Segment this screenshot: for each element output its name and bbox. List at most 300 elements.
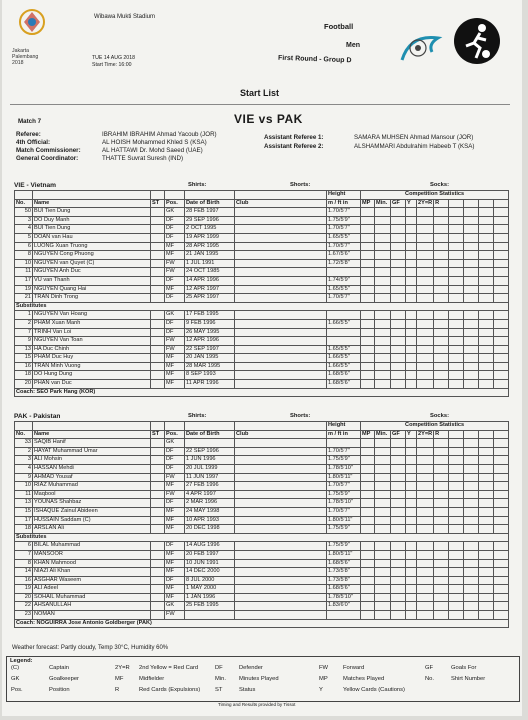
stat-cell — [479, 225, 494, 234]
stat-cell — [406, 380, 417, 389]
stat-cell — [361, 447, 375, 456]
date-of-birth: 1 JUL 1991 — [185, 259, 235, 268]
stat-cell — [406, 242, 417, 251]
stat-cell — [361, 294, 375, 303]
stat-cell — [449, 516, 464, 525]
column-header — [449, 199, 464, 208]
stat-cell — [464, 208, 479, 217]
stat-cell — [361, 233, 375, 242]
stat-cell — [464, 354, 479, 363]
position: MF — [165, 380, 185, 389]
assistant-1-label: Assistant Referee 1: — [264, 134, 324, 141]
position: DF — [165, 447, 185, 456]
stat-cell — [361, 568, 375, 577]
player-row — [15, 447, 509, 456]
stat-cell — [151, 268, 165, 277]
player-name: BILAL Muhammad — [33, 542, 151, 551]
stat-cell — [479, 490, 494, 499]
stat-cell — [449, 251, 464, 260]
height: 1.70/5'7" — [327, 208, 361, 217]
date-of-birth: 19 APR 1999 — [185, 233, 235, 242]
football-pictogram-icon — [452, 16, 502, 66]
stat-cell — [479, 516, 494, 525]
stat-cell — [417, 380, 434, 389]
stat-cell — [479, 233, 494, 242]
stat-cell — [235, 216, 327, 225]
height: 1.78/5'10" — [327, 499, 361, 508]
stat-cell — [417, 251, 434, 260]
player-row — [15, 208, 509, 217]
legend-meaning: 2nd Yellow = Red Card — [139, 665, 199, 671]
shirt-number: 33 — [15, 439, 33, 448]
height: 1.70/5'7" — [327, 242, 361, 251]
stat-cell — [406, 225, 417, 234]
stat-cell — [151, 464, 165, 473]
stat-cell — [391, 585, 406, 594]
stat-cell — [449, 311, 464, 320]
stat-cell — [479, 380, 494, 389]
stat-cell — [434, 499, 449, 508]
stat-cell — [494, 568, 509, 577]
stat-cell — [391, 482, 406, 491]
stat-cell — [494, 380, 509, 389]
height: 1.75/5'9" — [327, 456, 361, 465]
date-of-birth: 2 MAR 1996 — [185, 499, 235, 508]
height: 1.75/5'9" — [327, 542, 361, 551]
stat-cell — [361, 516, 375, 525]
stat-cell — [361, 251, 375, 260]
stat-cell — [494, 259, 509, 268]
stat-cell — [361, 328, 375, 337]
stat-cell — [417, 294, 434, 303]
stat-cell — [235, 499, 327, 508]
stat-cell — [464, 276, 479, 285]
stat-cell — [449, 490, 464, 499]
position: MF — [165, 593, 185, 602]
stat-cell — [464, 362, 479, 371]
shirt-number: 13 — [15, 499, 33, 508]
stat-cell — [391, 464, 406, 473]
player-row — [15, 259, 509, 268]
stat-cell — [479, 328, 494, 337]
stat-cell — [375, 380, 391, 389]
stat-cell — [375, 362, 391, 371]
divider — [10, 104, 510, 105]
stat-cell — [494, 285, 509, 294]
stat-cell — [449, 233, 464, 242]
stat-cell — [151, 542, 165, 551]
stat-cell — [479, 576, 494, 585]
stat-cell — [494, 482, 509, 491]
position: MF — [165, 585, 185, 594]
height: 1.70/5'7" — [327, 482, 361, 491]
stat-cell — [235, 285, 327, 294]
stat-cell — [151, 568, 165, 577]
stat-cell — [391, 439, 406, 448]
legend-abbr: Pos. — [11, 687, 23, 693]
stat-cell — [449, 268, 464, 277]
stat-cell — [391, 311, 406, 320]
stat-cell — [151, 490, 165, 499]
stat-cell — [479, 259, 494, 268]
stat-cell — [417, 354, 434, 363]
stat-cell — [417, 337, 434, 346]
column-header: Y — [406, 430, 417, 439]
player-row — [15, 559, 509, 568]
stat-cell — [375, 585, 391, 594]
stat-cell — [361, 559, 375, 568]
assistant-1-name: SAMARA MUHSEN Ahmad Mansour (JOR) — [354, 134, 474, 141]
stat-cell — [235, 464, 327, 473]
stat-cell — [417, 345, 434, 354]
position: MF — [165, 371, 185, 380]
date-of-birth: 24 MAY 1998 — [185, 507, 235, 516]
stat-cell — [434, 482, 449, 491]
height: 1.75/5'9" — [327, 490, 361, 499]
legend — [6, 656, 520, 702]
legend-abbr: GF — [425, 665, 434, 671]
player-name: HA Duc Chinh — [33, 345, 151, 354]
stat-cell — [417, 371, 434, 380]
stat-cell — [417, 362, 434, 371]
shirt-number: 8 — [15, 251, 33, 260]
player-name: YOUNAS Shahbaz — [33, 499, 151, 508]
stat-cell — [151, 585, 165, 594]
stat-cell — [417, 482, 434, 491]
shirt-number: 8 — [15, 559, 33, 568]
stat-cell — [391, 447, 406, 456]
player-row — [15, 585, 509, 594]
stat-cell — [494, 559, 509, 568]
stat-cell — [434, 285, 449, 294]
column-header: Date of Birth — [185, 430, 235, 439]
shirt-number: 6 — [15, 542, 33, 551]
stat-cell — [375, 208, 391, 217]
stat-cell — [434, 611, 449, 620]
stat-cell — [406, 602, 417, 611]
date-of-birth: 14 APR 1996 — [185, 276, 235, 285]
stat-cell — [417, 464, 434, 473]
column-header — [449, 430, 464, 439]
stat-cell — [391, 276, 406, 285]
stat-cell — [361, 499, 375, 508]
stat-cell — [434, 576, 449, 585]
player-name: NIAZI Ali Khan — [33, 568, 151, 577]
stat-cell — [434, 242, 449, 251]
header-cell — [235, 422, 327, 431]
position: DF — [165, 456, 185, 465]
stat-cell — [235, 294, 327, 303]
legend-meaning: Position — [49, 687, 70, 693]
stat-cell — [151, 456, 165, 465]
stat-cell — [151, 294, 165, 303]
player-name: PHAM Xuan Manh — [33, 319, 151, 328]
date-of-birth: 28 FEB 1997 — [185, 208, 235, 217]
stat-cell — [464, 285, 479, 294]
stat-cell — [434, 456, 449, 465]
stat-cell — [391, 602, 406, 611]
stat-cell — [449, 216, 464, 225]
position: MF — [165, 362, 185, 371]
commissioner-label: Match Commissioner: — [16, 147, 81, 154]
stat-cell — [417, 559, 434, 568]
stat-cell — [235, 259, 327, 268]
position: MF — [165, 251, 185, 260]
stat-cell — [391, 525, 406, 534]
shirt-number: 18 — [15, 525, 33, 534]
height — [327, 337, 361, 346]
stat-cell — [434, 516, 449, 525]
position: DF — [165, 499, 185, 508]
height: 1.68/5'6" — [327, 585, 361, 594]
shirt-number: 3 — [15, 216, 33, 225]
date-of-birth: 20 DEC 1998 — [185, 525, 235, 534]
shirt-number: 9 — [15, 337, 33, 346]
stat-cell — [151, 328, 165, 337]
stat-cell — [417, 276, 434, 285]
date-of-birth: 1 JUN 1996 — [185, 456, 235, 465]
legend-meaning: Status — [239, 687, 256, 693]
date-of-birth — [185, 611, 235, 620]
stat-cell — [494, 268, 509, 277]
shirt-number: 17 — [15, 516, 33, 525]
date-of-birth: 20 JAN 1995 — [185, 354, 235, 363]
stat-cell — [449, 362, 464, 371]
stat-cell — [464, 464, 479, 473]
column-header: Club — [235, 199, 327, 208]
stat-cell — [391, 242, 406, 251]
height: 1.66/5'5" — [327, 354, 361, 363]
stat-cell — [375, 611, 391, 620]
stat-cell — [479, 550, 494, 559]
stat-cell — [391, 345, 406, 354]
stat-cell — [417, 216, 434, 225]
stat-cell — [434, 311, 449, 320]
stat-cell — [235, 542, 327, 551]
date-of-birth: 1 JAN 1996 — [185, 593, 235, 602]
player-row — [15, 516, 509, 525]
player-name: DOAN van Hau — [33, 233, 151, 242]
substitutes-header: Substitutes — [15, 302, 509, 311]
fourth-official-name: AL HOISH Mohammed Khled S (KSA) — [102, 139, 207, 146]
stat-cell — [479, 439, 494, 448]
stat-cell — [434, 216, 449, 225]
stat-cell — [434, 439, 449, 448]
coach-name: Coach: NOGUIRRA Jose Antonio Goldberger (PAK) — [15, 619, 509, 628]
player-name: NGUYEN Cong Phuong — [33, 251, 151, 260]
stat-cell — [417, 550, 434, 559]
stat-cell — [479, 216, 494, 225]
stat-cell — [464, 499, 479, 508]
stat-cell — [464, 447, 479, 456]
date-of-birth: 20 FEB 1997 — [185, 550, 235, 559]
stat-cell — [375, 319, 391, 328]
stat-cell — [375, 251, 391, 260]
player-name: PHAN van Duc — [33, 380, 151, 389]
weather-forecast: Weather forecast: Partly cloudy, Temp 30°C, Humidity 60% — [12, 645, 169, 651]
stat-cell — [361, 311, 375, 320]
player-name: DO Duy Manh — [33, 216, 151, 225]
stat-cell — [235, 242, 327, 251]
stat-cell — [464, 585, 479, 594]
stat-cell — [151, 559, 165, 568]
stat-cell — [479, 585, 494, 594]
shirt-number: 11 — [15, 490, 33, 499]
stat-cell — [391, 294, 406, 303]
stat-cell — [361, 473, 375, 482]
stat-cell — [361, 490, 375, 499]
date-of-birth: 8 SEP 1993 — [185, 371, 235, 380]
stat-cell — [151, 439, 165, 448]
stat-cell — [479, 602, 494, 611]
player-row — [15, 456, 509, 465]
stat-cell — [417, 576, 434, 585]
column-header: 2Y=R — [417, 199, 434, 208]
player-row — [15, 482, 509, 491]
stat-cell — [449, 208, 464, 217]
stat-cell — [464, 345, 479, 354]
player-name: MANSOOR — [33, 550, 151, 559]
stat-cell — [449, 225, 464, 234]
stat-cell — [151, 362, 165, 371]
date-of-birth: 10 JUN 1991 — [185, 559, 235, 568]
stat-cell — [449, 611, 464, 620]
position: DF — [165, 542, 185, 551]
position: DF — [165, 319, 185, 328]
stat-cell — [375, 593, 391, 602]
column-header: MP — [361, 199, 375, 208]
height: 1.66/5'5" — [327, 319, 361, 328]
stat-cell — [391, 208, 406, 217]
stat-cell — [391, 233, 406, 242]
shirt-number: 9 — [15, 473, 33, 482]
player-name: TRAN Minh Vuong — [33, 362, 151, 371]
stat-cell — [449, 354, 464, 363]
stat-cell — [417, 490, 434, 499]
stat-cell — [406, 568, 417, 577]
stat-cell — [494, 233, 509, 242]
position: FW — [165, 337, 185, 346]
position: DF — [165, 225, 185, 234]
column-header: Min. — [375, 199, 391, 208]
stat-cell — [449, 439, 464, 448]
date-of-birth: 14 DEC 2000 — [185, 568, 235, 577]
stat-cell — [434, 507, 449, 516]
stat-cell — [449, 585, 464, 594]
match-number: Match 7 — [18, 118, 42, 125]
stat-cell — [479, 568, 494, 577]
stat-cell — [449, 456, 464, 465]
substitutes-header: Substitutes — [15, 533, 509, 542]
stat-cell — [235, 559, 327, 568]
stat-cell — [391, 473, 406, 482]
shirt-number: 15 — [15, 354, 33, 363]
stat-cell — [151, 337, 165, 346]
stat-cell — [375, 550, 391, 559]
stat-cell — [434, 208, 449, 217]
stat-cell — [235, 568, 327, 577]
legend-title: Legend: — [10, 658, 33, 664]
stat-cell — [434, 525, 449, 534]
stat-cell — [406, 251, 417, 260]
stat-cell — [375, 507, 391, 516]
header-cell — [185, 191, 235, 200]
player-row — [15, 507, 509, 516]
column-header: R — [434, 430, 449, 439]
date-of-birth: 27 FEB 1996 — [185, 482, 235, 491]
stat-cell — [434, 251, 449, 260]
stat-cell — [449, 602, 464, 611]
stat-cell — [406, 559, 417, 568]
stat-cell — [406, 473, 417, 482]
stat-cell — [375, 268, 391, 277]
stat-cell — [151, 507, 165, 516]
stat-cell — [434, 319, 449, 328]
position: DF — [165, 328, 185, 337]
match-date: TUE 14 AUG 2018 Start Time: 16:00 — [92, 55, 135, 68]
shirt-number: 17 — [15, 276, 33, 285]
stat-cell — [391, 576, 406, 585]
height: 1.65/5'5" — [327, 345, 361, 354]
stat-cell — [449, 294, 464, 303]
stat-cell — [494, 354, 509, 363]
stat-cell — [151, 345, 165, 354]
stat-cell — [235, 456, 327, 465]
stat-cell — [494, 345, 509, 354]
stat-cell — [406, 456, 417, 465]
stat-cell — [151, 354, 165, 363]
stat-cell — [464, 482, 479, 491]
stat-cell — [151, 311, 165, 320]
stat-cell — [449, 593, 464, 602]
stat-cell — [434, 559, 449, 568]
shirt-number: 14 — [15, 568, 33, 577]
stat-cell — [417, 233, 434, 242]
stat-cell — [464, 319, 479, 328]
shirt-number: 6 — [15, 242, 33, 251]
player-row — [15, 311, 509, 320]
stat-cell — [406, 525, 417, 534]
legend-meaning: Captain — [49, 665, 69, 671]
date-of-birth: 22 SEP 1997 — [185, 345, 235, 354]
player-row — [15, 525, 509, 534]
stat-cell — [361, 456, 375, 465]
stat-cell — [417, 499, 434, 508]
column-header: m / ft in — [327, 430, 361, 439]
stat-cell — [417, 585, 434, 594]
legend-abbr: MF — [115, 676, 124, 682]
shirt-number: 21 — [15, 294, 33, 303]
position: MF — [165, 482, 185, 491]
stat-cell — [151, 380, 165, 389]
stat-cell — [479, 311, 494, 320]
stat-cell — [479, 208, 494, 217]
player-name: NOMAN — [33, 611, 151, 620]
date-of-birth: 1 MAY 2000 — [185, 585, 235, 594]
date-of-birth: 20 JUL 1999 — [185, 464, 235, 473]
shirt-number: 50 — [15, 208, 33, 217]
stat-cell — [417, 328, 434, 337]
stat-cell — [375, 568, 391, 577]
stat-cell — [406, 507, 417, 516]
stat-cell — [391, 362, 406, 371]
stat-cell — [391, 490, 406, 499]
player-name: HAYAT Muhammad Umar — [33, 447, 151, 456]
stat-cell — [375, 233, 391, 242]
stat-cell — [449, 285, 464, 294]
stat-cell — [391, 251, 406, 260]
stat-cell — [479, 507, 494, 516]
